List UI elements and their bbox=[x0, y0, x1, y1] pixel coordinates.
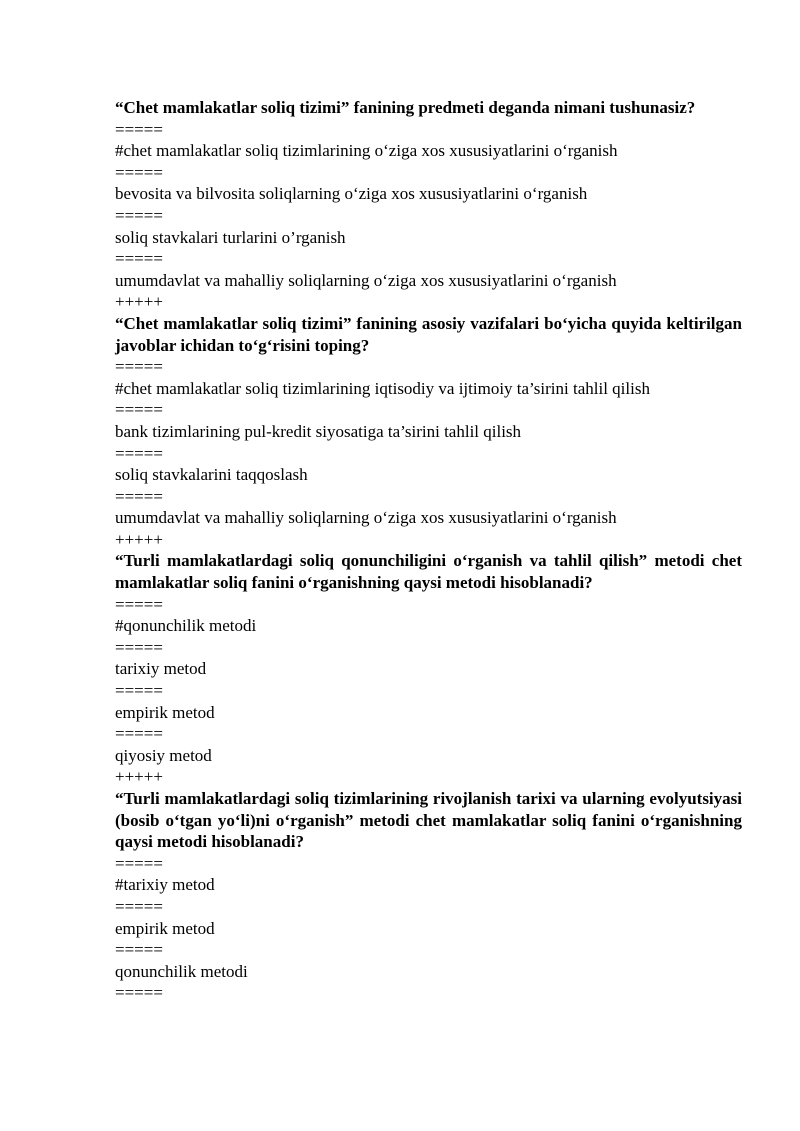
block-separator: +++++ bbox=[115, 529, 163, 549]
answer-separator: ===== bbox=[115, 400, 163, 420]
answer-separator: ===== bbox=[115, 853, 163, 873]
answer-option: soliq stavkalarini taqqoslash bbox=[115, 465, 308, 485]
answer-option: umumdavlat va mahalliy soliqlarning o‘ziga xos xususiyatlarini o‘rganish bbox=[115, 508, 617, 528]
answer-option: empirik metod bbox=[115, 702, 215, 722]
answer-option: #chet mamlakatlar soliq tizimlarining iqtisodiy va ijtimoiy ta’sirini tahlil qilish bbox=[115, 378, 650, 398]
answer-separator: ===== bbox=[115, 940, 163, 960]
answer-separator: ===== bbox=[115, 594, 163, 614]
answer-separator: ===== bbox=[115, 896, 163, 916]
question-text: “Turli mamlakatlardagi soliq qonunchiligini o‘rganish va tahlil qilish” metodi chet mamlakatlar soliq fanini o‘rganishning qaysi metodi hisoblanadi? bbox=[115, 551, 742, 593]
answer-separator: ===== bbox=[115, 983, 163, 1003]
question-text: “Turli mamlakatlardagi soliq tizimlarining rivojlanish tarixi va ularning evolyutsiyasi (bosib o‘tgan yo‘li)ni o‘rganish” metodi chet mamlakatlar soliq fanini o‘rganishning qaysi metodi hisoblanadi? bbox=[115, 789, 742, 852]
answer-separator: ===== bbox=[115, 119, 163, 139]
answer-option: bevosita va bilvosita soliqlarning o‘ziga xos xususiyatlarini o‘rganish bbox=[115, 184, 588, 204]
answer-option: qonunchilik metodi bbox=[115, 961, 248, 981]
answer-separator: ===== bbox=[115, 249, 163, 269]
answer-separator: ===== bbox=[115, 486, 163, 506]
answer-option: empirik metod bbox=[115, 918, 215, 938]
block-separator: +++++ bbox=[115, 292, 163, 312]
answer-separator: ===== bbox=[115, 162, 163, 182]
answer-separator: ===== bbox=[115, 637, 163, 657]
answer-separator: ===== bbox=[115, 724, 163, 744]
answer-option: #tarixiy metod bbox=[115, 875, 215, 895]
answer-separator: ===== bbox=[115, 357, 163, 377]
answer-separator: ===== bbox=[115, 205, 163, 225]
answer-option: bank tizimlarining pul-kredit siyosatiga ta’sirini tahlil qilish bbox=[115, 421, 522, 441]
document-page bbox=[115, 97, 742, 1004]
answer-option: umumdavlat va mahalliy soliqlarning o‘ziga xos xususiyatlarini o‘rganish bbox=[115, 270, 617, 290]
answer-separator: ===== bbox=[115, 443, 163, 463]
answer-option: qiyosiy metod bbox=[115, 745, 212, 765]
answer-option: tarixiy metod bbox=[115, 659, 207, 679]
answer-option: #qonunchilik metodi bbox=[115, 616, 257, 636]
answer-option: #chet mamlakatlar soliq tizimlarining o‘ziga xos xususiyatlarini o‘rganish bbox=[115, 141, 618, 161]
block-separator: +++++ bbox=[115, 767, 163, 787]
question-text: “Chet mamlakatlar soliq tizimi” fanining asosiy vazifalari bo‘yicha quyida keltirilgan javoblar ichidan to‘g‘risini toping? bbox=[115, 313, 742, 355]
answer-separator: ===== bbox=[115, 681, 163, 701]
question-text: “Chet mamlakatlar soliq tizimi” fanining predmeti deganda nimani tushunasiz? bbox=[115, 98, 696, 117]
answer-option: soliq stavkalari turlarini o’rganish bbox=[115, 227, 346, 247]
